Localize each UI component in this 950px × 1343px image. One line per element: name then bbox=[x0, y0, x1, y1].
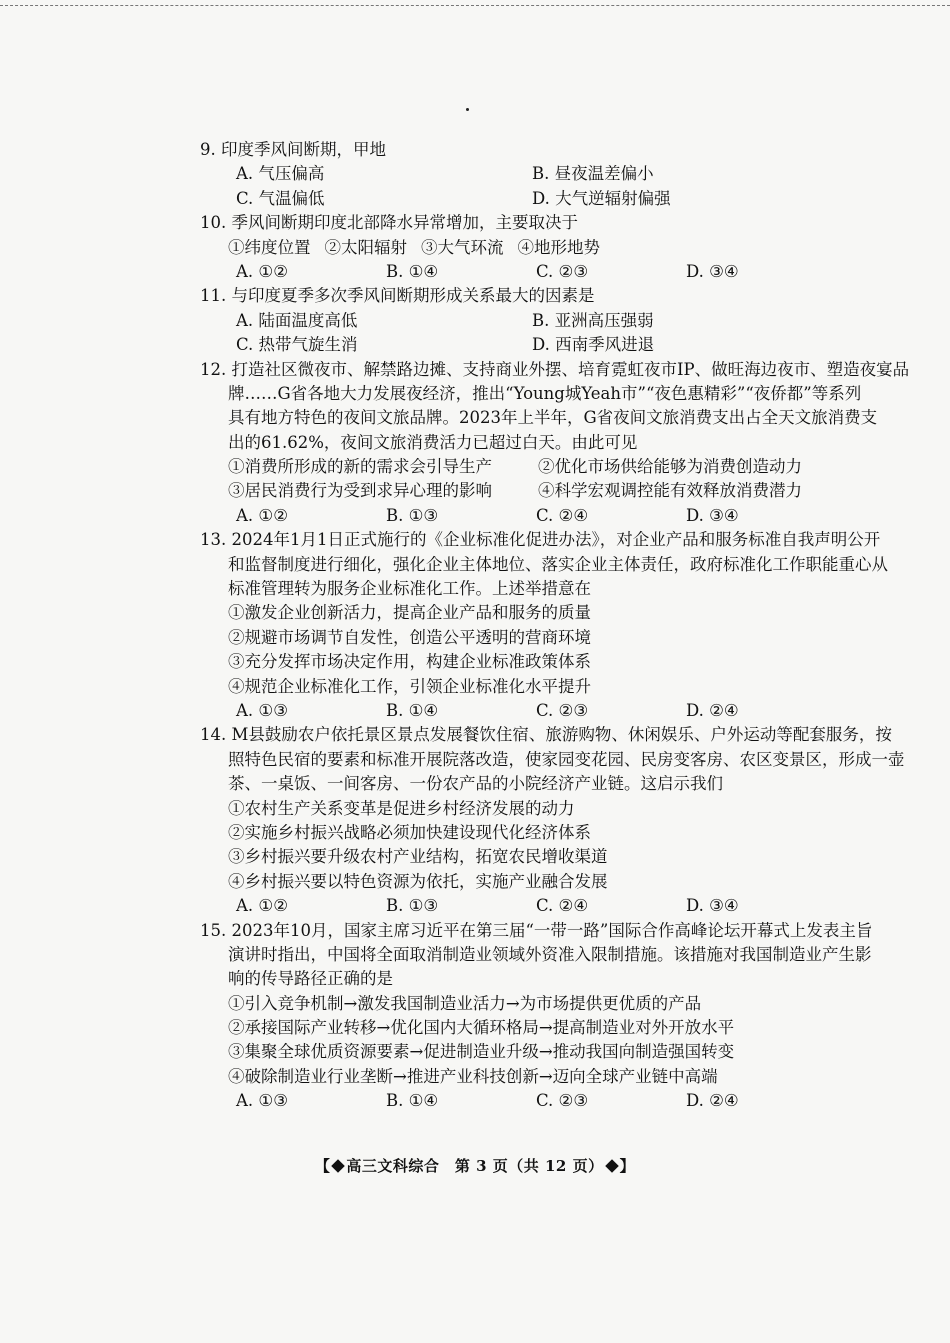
answer-option: C. 气温偏低 bbox=[236, 188, 325, 208]
option-row bbox=[200, 333, 890, 357]
top-edge-rule bbox=[0, 0, 950, 6]
statement-item: ④规范企业标准化工作，引领企业标准化水平提升 bbox=[228, 676, 591, 696]
answer-option: B. 亚洲高压强弱 bbox=[532, 310, 654, 330]
statement-item: ②承接国际产业转移→优化国内大循环格局→提高制造业对外开放水平 bbox=[228, 1018, 735, 1038]
statement-item: ②太阳辐射 bbox=[324, 237, 407, 257]
statement-inline-row bbox=[200, 236, 890, 260]
statement-item: ②规避市场调节自发性，创造公平透明的营商环境 bbox=[228, 627, 591, 647]
answer-option: C. ②③ bbox=[536, 700, 589, 720]
question-item bbox=[200, 138, 890, 211]
option-row bbox=[200, 309, 890, 333]
question-stem-line: 演讲时指出，中国将全面取消制造业领域外资准入限制措施。该措施对我国制造业产生影 bbox=[228, 944, 872, 964]
answer-option: B. ①③ bbox=[386, 896, 439, 916]
statement-item: ①引入竞争机制→激发我国制造业活力→为市场提供更优质的产品 bbox=[228, 993, 702, 1013]
answer-option: A. ①③ bbox=[236, 1091, 288, 1111]
answer-option: A. ①② bbox=[236, 261, 288, 281]
statement-item: ②优化市场供给能够为消费创造动力 bbox=[538, 457, 802, 477]
answer-option: A. 陆面温度高低 bbox=[236, 310, 358, 330]
statement-item: ③乡村振兴要升级农村产业结构，拓宽农民增收渠道 bbox=[228, 847, 608, 867]
question-item bbox=[200, 919, 890, 1114]
question-item bbox=[200, 284, 890, 357]
question-stem-line: 14. M县鼓励农户依托景区景点发展餐饮住宿、旅游购物、休闲娱乐、户外运动等配套服务，按 bbox=[200, 725, 892, 745]
question-stem-line: 响的传导路径正确的是 bbox=[228, 969, 393, 989]
statement-item: ③大气环流 bbox=[421, 237, 504, 257]
question-item bbox=[200, 723, 905, 918]
question-stem-line: 12. 打造社区微夜市、解禁路边摊、支持商业外摆、培育霓虹夜市IP、做旺海边夜市、塑造夜宴品 bbox=[200, 359, 910, 379]
answer-option: B. 昼夜温差偏小 bbox=[532, 164, 654, 184]
statement-row bbox=[200, 479, 890, 503]
option-row bbox=[200, 1089, 890, 1113]
question-stem-line: 13. 2024年1月1日正式施行的《企业标准化促进办法》，对企业产品和服务标准自我声明公开 bbox=[200, 530, 881, 550]
question-stem-line: 照特色民宿的要素和标准开展院落改造，使家园变花园、民房变客房、农区变景区，形成一壶 bbox=[228, 749, 905, 769]
question-stem-line: 标准管理转为服务企业标准化工作。上述举措意在 bbox=[228, 579, 591, 599]
answer-option: D. ③④ bbox=[686, 896, 739, 916]
answer-option: A. 气压偏高 bbox=[236, 164, 325, 184]
question-stem-line: 和监督制度进行细化，强化企业主体地位、落实企业主体责任，政府标准化工作职能重心从 bbox=[228, 554, 888, 574]
option-row bbox=[200, 504, 890, 528]
question-stem-line: 10. 季风间断期印度北部降水异常增加，主要取决于 bbox=[200, 213, 578, 233]
statement-item: ③居民消费行为受到求异心理的影响 bbox=[228, 481, 492, 501]
answer-option: C. ②④ bbox=[536, 505, 589, 525]
answer-option: A. ①② bbox=[236, 896, 288, 916]
statement-item: ①纬度位置 bbox=[228, 237, 311, 257]
statement-item: ②实施乡村振兴战略必须加快建设现代化经济体系 bbox=[228, 822, 591, 842]
statement-item: ④乡村振兴要以特色资源为依托，实施产业融合发展 bbox=[228, 871, 608, 891]
answer-option: C. ②④ bbox=[536, 896, 589, 916]
diamond-icon bbox=[605, 1159, 619, 1173]
answer-option: B. ①④ bbox=[386, 1091, 439, 1111]
answer-option: B. ①③ bbox=[386, 505, 439, 525]
question-item bbox=[200, 528, 890, 723]
option-row bbox=[200, 894, 890, 918]
footer-right-bracket: 】 bbox=[619, 1157, 636, 1175]
question-stem-line: 牌……G省各地大力发展夜经济，推出“Young城Yeah市”“夜色惠精彩”“夜侨都”等系列 bbox=[228, 383, 862, 403]
answer-option: A. ①③ bbox=[236, 700, 288, 720]
question-stem-line: 出的61.62%，夜间文旅消费活力已超过白天。由此可见 bbox=[228, 432, 638, 452]
question-stem-line: 具有地方特色的夜间文旅品牌。2023年上半年，G省夜间文旅消费支出占全天文旅消费支 bbox=[228, 408, 878, 428]
answer-option: B. ①④ bbox=[386, 261, 439, 281]
statement-item: ①激发企业创新活力，提高企业产品和服务的质量 bbox=[228, 603, 591, 623]
footer-text: 高三文科综合 第 3 页（共 12 页） bbox=[346, 1157, 604, 1175]
answer-option: C. ②③ bbox=[536, 1091, 589, 1111]
exam-page-content bbox=[200, 138, 910, 1114]
answer-option: B. ①④ bbox=[386, 700, 439, 720]
question-stem-line: 11. 与印度夏季多次季风间断期形成关系最大的因素是 bbox=[200, 286, 595, 306]
question-item bbox=[200, 211, 890, 284]
statement-item: ④地形地势 bbox=[517, 237, 600, 257]
statement-item: ③充分发挥市场决定作用，构建企业标准政策体系 bbox=[228, 652, 591, 672]
option-row bbox=[200, 260, 890, 284]
answer-option: A. ①② bbox=[236, 505, 288, 525]
answer-option: D. 西南季风进退 bbox=[532, 335, 655, 355]
question-stem-line: 9. 印度季风间断期，甲地 bbox=[200, 140, 386, 159]
footer-left-bracket: 【 bbox=[314, 1157, 331, 1175]
scan-speck bbox=[466, 108, 469, 111]
option-row bbox=[200, 699, 890, 723]
statement-item: ③集聚全球优质资源要素→促进制造业升级→推动我国向制造强国转变 bbox=[228, 1042, 735, 1062]
answer-option: D. ③④ bbox=[686, 505, 739, 525]
diamond-icon bbox=[332, 1159, 346, 1173]
statement-item: ④科学宏观调控能有效释放消费潜力 bbox=[538, 481, 802, 501]
answer-option: D. ②④ bbox=[686, 700, 739, 720]
page-footer bbox=[0, 1155, 950, 1176]
question-stem-line: 茶、一桌饭、一间客房、一份农产品的小院经济产业链。这启示我们 bbox=[228, 774, 723, 794]
question-item bbox=[200, 358, 910, 529]
statement-row bbox=[200, 455, 890, 479]
question-stem-line: 15. 2023年10月，国家主席习近平在第三届“一带一路”国际合作高峰论坛开幕式上发表主旨 bbox=[200, 920, 873, 940]
answer-option: C. 热带气旋生消 bbox=[236, 335, 358, 355]
statement-item: ①消费所形成的新的需求会引导生产 bbox=[228, 457, 492, 477]
statement-item: ④破除制造业行业垄断→推进产业科技创新→迈向全球产业链中高端 bbox=[228, 1066, 718, 1086]
option-row bbox=[200, 162, 890, 186]
answer-option: D. 大气逆辐射偏强 bbox=[532, 188, 671, 208]
statement-item: ①农村生产关系变革是促进乡村经济发展的动力 bbox=[228, 798, 575, 818]
option-row bbox=[200, 187, 890, 211]
answer-option: C. ②③ bbox=[536, 261, 589, 281]
answer-option: D. ③④ bbox=[686, 261, 739, 281]
answer-option: D. ②④ bbox=[686, 1091, 739, 1111]
